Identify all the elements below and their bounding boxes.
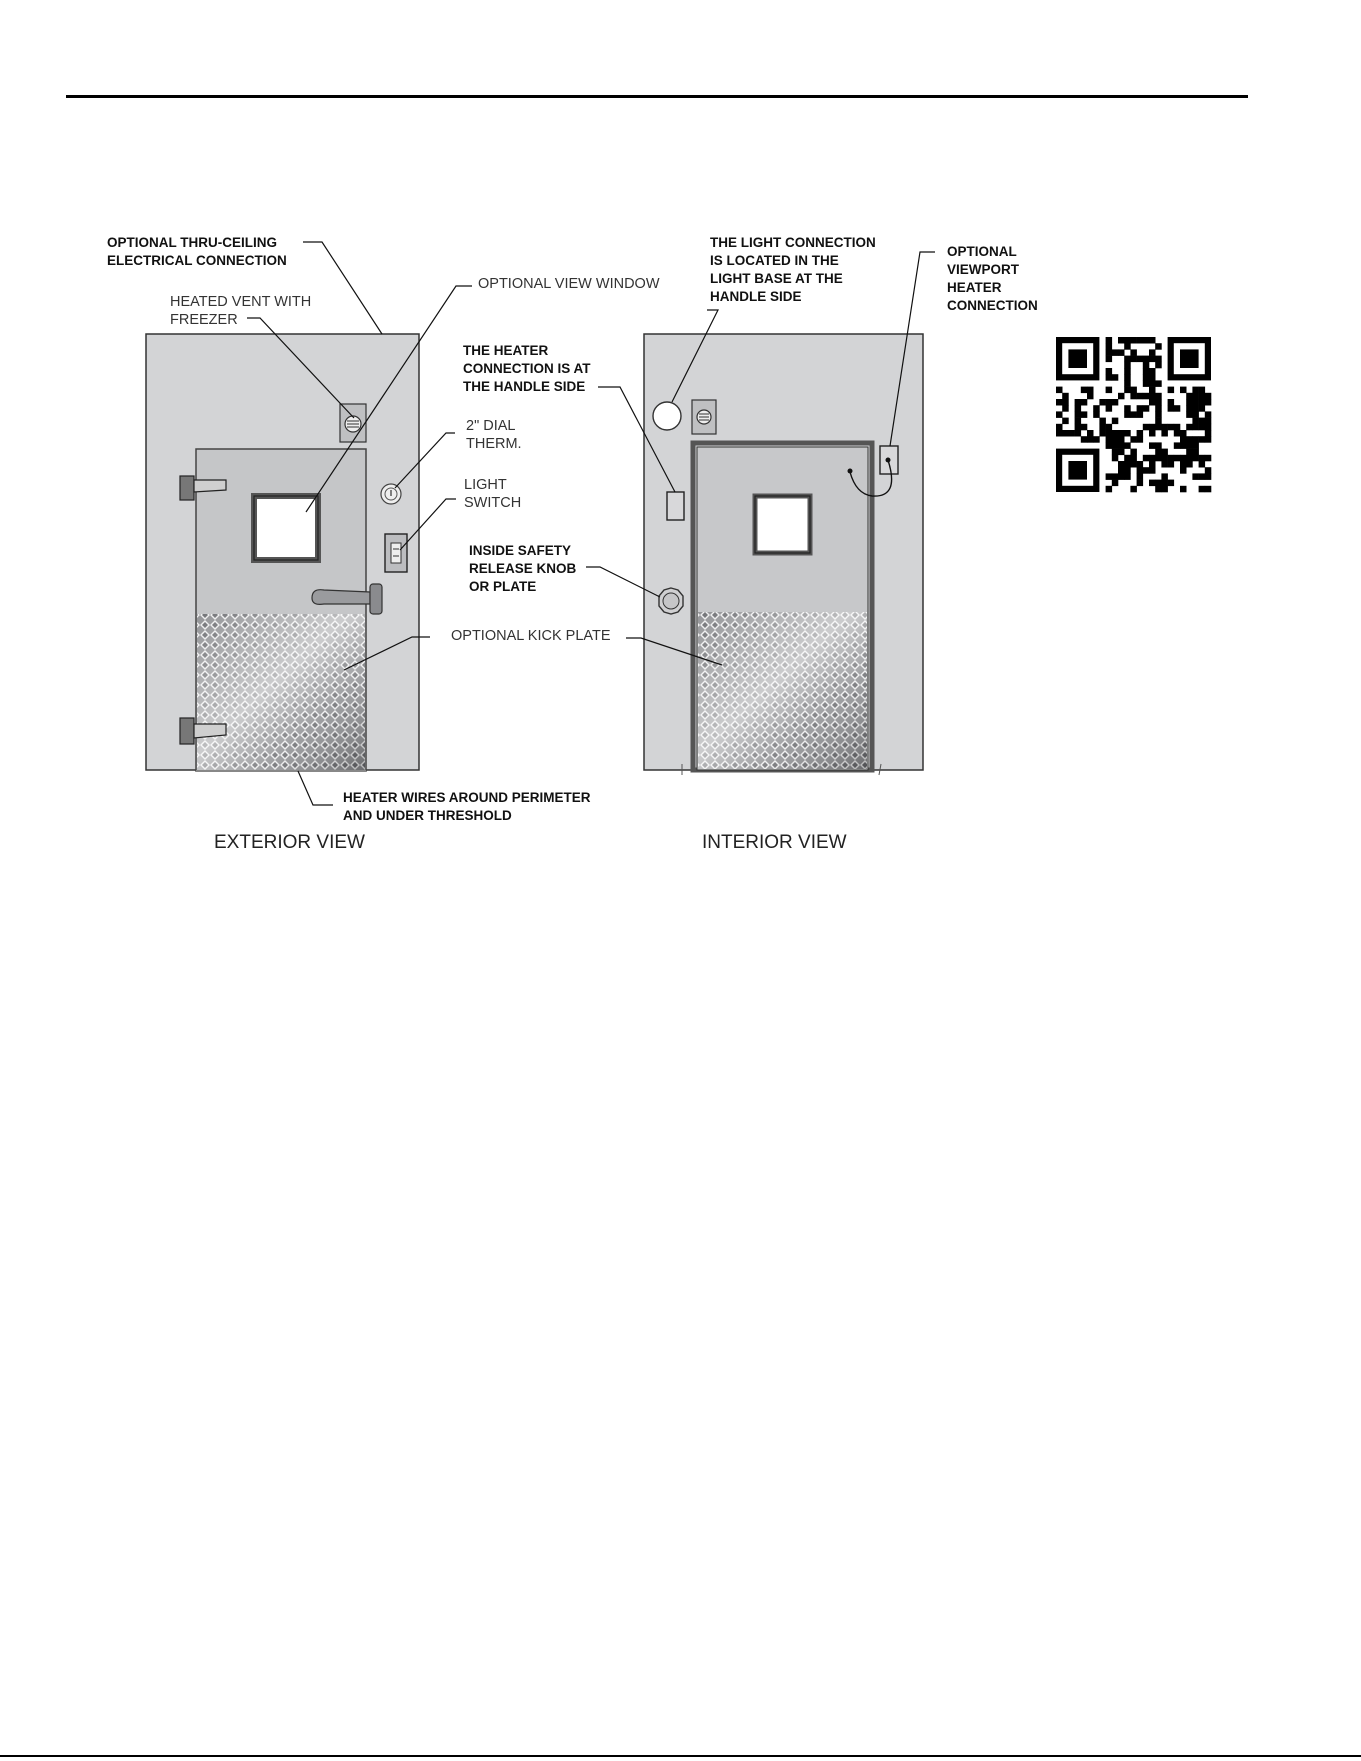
qr-module: [1192, 436, 1199, 443]
qr-module: [1205, 455, 1212, 462]
qr-module: [1124, 473, 1131, 480]
label-line: HEATER: [947, 280, 1002, 295]
qr-module: [1192, 449, 1199, 456]
qr-module: [1124, 362, 1131, 369]
qr-module: [1137, 473, 1144, 480]
qr-module: [1186, 424, 1193, 431]
qr-module: [1099, 399, 1106, 406]
qr-module: [1161, 430, 1168, 437]
qr-module: [1093, 411, 1100, 418]
qr-module: [1130, 387, 1137, 394]
qr-module: [1180, 467, 1187, 474]
qr-module: [1130, 449, 1137, 456]
qr-module: [1118, 461, 1125, 468]
qr-module: [1075, 418, 1082, 425]
label-heater-connection: [463, 342, 591, 396]
qr-module: [1068, 430, 1075, 437]
label-line: OR PLATE: [469, 579, 537, 594]
qr-module: [1099, 430, 1106, 437]
qr-module: [1124, 374, 1131, 381]
qr-module: [1168, 399, 1175, 406]
qr-module: [1192, 411, 1199, 418]
qr-module: [1124, 343, 1131, 350]
qr-module: [1199, 387, 1206, 394]
exterior-view-window: [254, 496, 318, 560]
qr-module: [1168, 455, 1175, 462]
qr-module: [1124, 405, 1131, 412]
label-line: 2" DIAL: [466, 418, 516, 434]
qr-module: [1155, 480, 1162, 487]
qr-module: [1155, 455, 1162, 462]
qr-module: [1143, 424, 1150, 431]
qr-module: [1106, 399, 1113, 406]
qr-module: [1155, 356, 1162, 363]
qr-module: [1174, 424, 1181, 431]
qr-module: [1075, 424, 1082, 431]
qr-module: [1124, 455, 1131, 462]
qr-module: [1112, 473, 1119, 480]
qr-module: [1161, 473, 1168, 480]
qr-module: [1093, 436, 1100, 443]
qr-module: [1149, 380, 1156, 387]
qr-module: [1186, 399, 1193, 406]
qr-module: [1081, 411, 1088, 418]
qr-module: [1186, 411, 1193, 418]
label-viewport-heater: [947, 243, 1038, 315]
qr-module: [1130, 411, 1137, 418]
qr-module: [1205, 424, 1212, 431]
qr-module: [1087, 436, 1094, 443]
qr-module: [1137, 467, 1144, 474]
label-line: THE HEATER: [463, 343, 549, 358]
label-line: OPTIONAL: [947, 244, 1017, 259]
qr-module: [1130, 455, 1137, 462]
qr-module: [1118, 436, 1125, 443]
qr-module: [1192, 387, 1199, 394]
qr-module: [1106, 430, 1113, 437]
qr-module: [1118, 449, 1125, 456]
qr-module: [1161, 480, 1168, 487]
qr-module: [1106, 436, 1113, 443]
qr-module: [1106, 473, 1113, 480]
label-line: CONNECTION IS AT: [463, 361, 591, 376]
qr-module: [1124, 337, 1131, 344]
qr-module: [1199, 399, 1206, 406]
qr-module: [1155, 418, 1162, 425]
qr-module: [1205, 430, 1212, 437]
qr-module: [1112, 349, 1119, 356]
qr-module: [1112, 418, 1119, 425]
qr-module: [1124, 387, 1131, 394]
qr-module: [1068, 461, 1087, 480]
qr-module: [1130, 486, 1137, 493]
qr-module: [1155, 405, 1162, 412]
qr-module: [1149, 374, 1156, 381]
heater-connection-box: [667, 492, 684, 520]
qr-module: [1155, 399, 1162, 406]
qr-module: [1199, 405, 1206, 412]
qr-module: [1112, 449, 1119, 456]
qr-module: [1199, 436, 1206, 443]
label-line: ELECTRICAL CONNECTION: [107, 253, 287, 268]
qr-module: [1130, 356, 1137, 363]
qr-module: [1124, 442, 1131, 449]
qr-module: [1106, 337, 1113, 344]
qr-module: [1112, 399, 1119, 406]
qr-module: [1155, 411, 1162, 418]
qr-module: [1155, 486, 1162, 493]
qr-module: [1124, 461, 1131, 468]
qr-module: [1192, 424, 1199, 431]
qr-module: [1130, 393, 1137, 400]
qr-module: [1106, 343, 1113, 350]
qr-module: [1056, 430, 1063, 437]
qr-module: [1174, 405, 1181, 412]
qr-module: [1161, 455, 1168, 462]
qr-module: [1180, 455, 1187, 462]
label-line: OPTIONAL VIEW WINDOW: [478, 276, 660, 292]
qr-module: [1106, 349, 1113, 356]
qr-module: [1199, 393, 1206, 400]
qr-module: [1087, 430, 1094, 437]
qr-module: [1137, 461, 1144, 468]
qr-module: [1143, 380, 1150, 387]
qr-module: [1149, 424, 1156, 431]
qr-module: [1130, 349, 1137, 356]
qr-module: [1155, 424, 1162, 431]
qr-module: [1124, 467, 1131, 474]
qr-module: [1155, 393, 1162, 400]
qr-module: [1192, 455, 1199, 462]
qr-module: [1149, 430, 1156, 437]
qr-module: [1099, 424, 1106, 431]
bottom-rule: [0, 1755, 1361, 1757]
qr-module: [1099, 418, 1106, 425]
qr-module: [1180, 349, 1199, 368]
qr-module: [1143, 337, 1150, 344]
qr-module: [1106, 486, 1113, 493]
label-line: LIGHT: [464, 477, 507, 493]
qr-module: [1112, 430, 1119, 437]
qr-module: [1180, 430, 1187, 437]
qr-module: [1205, 436, 1212, 443]
qr-module: [1180, 436, 1187, 443]
label-line: HANDLE SIDE: [710, 289, 802, 304]
qr-module: [1168, 387, 1175, 394]
qr-module: [1075, 411, 1082, 418]
qr-module: [1192, 393, 1199, 400]
qr-module: [1062, 393, 1069, 400]
label-line: IS LOCATED IN THE: [710, 253, 839, 268]
qr-module: [1137, 436, 1144, 443]
qr-module: [1124, 430, 1131, 437]
qr-module: [1087, 393, 1094, 400]
qr-module: [1081, 424, 1088, 431]
label-line: LIGHT BASE AT THE: [710, 271, 843, 286]
heated-vent-icon: [340, 404, 366, 442]
qr-module: [1143, 356, 1150, 363]
qr-module: [1143, 467, 1150, 474]
qr-module: [1106, 405, 1113, 412]
qr-module: [1186, 449, 1193, 456]
qr-module: [1168, 424, 1175, 431]
qr-module: [1186, 442, 1193, 449]
label-safety-release: [469, 542, 576, 596]
qr-module: [1168, 405, 1175, 412]
label-line: HEATER WIRES AROUND PERIMETER: [343, 790, 591, 805]
label-light-switch: [464, 476, 521, 512]
qr-module: [1149, 393, 1156, 400]
qr-module: [1192, 399, 1199, 406]
qr-module: [1180, 387, 1187, 394]
qr-module: [1124, 380, 1131, 387]
qr-module: [1087, 387, 1094, 394]
qr-module: [1205, 393, 1212, 400]
qr-module: [1199, 455, 1206, 462]
light-base-icon: [653, 402, 681, 430]
qr-module: [1075, 399, 1082, 406]
label-line: OPTIONAL KICK PLATE: [451, 628, 611, 644]
exterior-view-title: EXTERIOR VIEW: [214, 832, 365, 853]
qr-module: [1180, 486, 1187, 493]
label-kick-plate: [451, 627, 611, 645]
qr-module: [1186, 455, 1193, 462]
qr-module: [1143, 362, 1150, 369]
qr-module: [1124, 368, 1131, 375]
qr-module: [1137, 411, 1144, 418]
qr-module: [1056, 387, 1063, 394]
qr-module: [1199, 473, 1206, 480]
qr-module: [1068, 349, 1087, 368]
label-thru-ceiling: [107, 234, 287, 270]
label-line: INSIDE SAFETY: [469, 543, 572, 558]
qr-module: [1205, 473, 1212, 480]
qr-module: [1124, 356, 1131, 363]
interior-view-title: INTERIOR VIEW: [702, 832, 847, 853]
qr-module: [1112, 480, 1119, 487]
qr-module: [1106, 442, 1113, 449]
qr-module: [1186, 436, 1193, 443]
qr-module: [1137, 405, 1144, 412]
qr-module: [1118, 430, 1125, 437]
interior-vent-icon: [692, 400, 716, 434]
qr-module: [1062, 430, 1069, 437]
qr-module: [1161, 449, 1168, 456]
interior-view-window: [755, 496, 810, 553]
label-line: RELEASE KNOB: [469, 561, 577, 576]
qr-module: [1137, 356, 1144, 363]
label-line: VIEWPORT: [947, 262, 1020, 277]
qr-module: [1112, 374, 1119, 381]
qr-module: [1112, 436, 1119, 443]
qr-module: [1180, 461, 1187, 468]
qr-module: [1062, 418, 1069, 425]
qr-module: [1155, 449, 1162, 456]
qr-module: [1180, 442, 1187, 449]
qr-module: [1192, 418, 1199, 425]
label-view-window: [478, 275, 660, 293]
safety-release-knob-icon: [659, 588, 683, 614]
qr-module: [1149, 461, 1156, 468]
qr-module: [1205, 411, 1212, 418]
label-heated-vent: [170, 293, 311, 329]
qr-module: [1056, 411, 1063, 418]
qr-module: [1112, 455, 1119, 462]
qr-module: [1199, 486, 1206, 493]
qr-module: [1118, 337, 1125, 344]
label-line: FREEZER: [170, 312, 238, 328]
qr-module: [1130, 337, 1137, 344]
qr-module: [1174, 442, 1181, 449]
qr-module: [1192, 473, 1199, 480]
qr-module: [1118, 467, 1125, 474]
qr-module: [1143, 393, 1150, 400]
qr-module: [1093, 405, 1100, 412]
qr-module: [1075, 405, 1082, 412]
qr-module: [1106, 424, 1113, 431]
qr-module: [1081, 387, 1088, 394]
qr-module: [1174, 430, 1181, 437]
qr-module: [1199, 424, 1206, 431]
qr-module: [1118, 393, 1125, 400]
qr-module: [1137, 430, 1144, 437]
label-light-connection: [710, 234, 876, 306]
label-dial-therm: [466, 417, 522, 453]
qr-module: [1186, 405, 1193, 412]
qr-module: [1155, 442, 1162, 449]
label-line: HEATED VENT WITH: [170, 294, 312, 310]
qr-module: [1149, 467, 1156, 474]
light-switch-icon: [385, 534, 407, 572]
qr-module: [1149, 480, 1156, 487]
label-line: CONNECTION: [947, 298, 1038, 313]
label-line: THE HANDLE SIDE: [463, 379, 586, 394]
qr-module: [1106, 368, 1113, 375]
qr-module: [1168, 461, 1175, 468]
qr-module: [1149, 387, 1156, 394]
qr-module: [1062, 405, 1069, 412]
qr-module: [1056, 424, 1063, 431]
label-line: AND UNDER THRESHOLD: [343, 808, 512, 823]
qr-module: [1205, 399, 1212, 406]
qr-module: [1199, 461, 1206, 468]
qr-module: [1118, 349, 1125, 356]
qr-module: [1149, 399, 1156, 406]
qr-module: [1130, 461, 1137, 468]
qr-module: [1106, 356, 1113, 363]
qr-module: [1124, 411, 1131, 418]
label-line: SWITCH: [464, 495, 522, 511]
qr-module: [1118, 442, 1125, 449]
qr-module: [1056, 399, 1063, 406]
dial-thermometer-icon: [381, 484, 401, 504]
qr-module: [1199, 418, 1206, 425]
label-heater-wires: [343, 789, 591, 825]
qr-module: [1205, 486, 1212, 493]
qr-module: [1205, 467, 1212, 474]
qr-module: [1155, 343, 1162, 350]
qr-code: [1056, 337, 1211, 492]
qr-module: [1155, 362, 1162, 369]
qr-module: [1205, 418, 1212, 425]
qr-module: [1081, 436, 1088, 443]
qr-module: [1137, 393, 1144, 400]
label-line: THE LIGHT CONNECTION: [710, 235, 876, 250]
qr-module: [1168, 480, 1175, 487]
qr-module: [1075, 430, 1082, 437]
qr-module: [1186, 393, 1193, 400]
qr-module: [1161, 486, 1168, 493]
qr-module: [1062, 399, 1069, 406]
qr-module: [1106, 374, 1113, 381]
qr-module: [1149, 442, 1156, 449]
qr-module: [1155, 380, 1162, 387]
label-line: OPTIONAL THRU-CEILING: [107, 235, 277, 250]
qr-module: [1143, 455, 1150, 462]
qr-module: [1130, 436, 1137, 443]
qr-module: [1112, 442, 1119, 449]
qr-module: [1161, 424, 1168, 431]
qr-module: [1192, 405, 1199, 412]
qr-module: [1186, 461, 1193, 468]
qr-module: [1192, 442, 1199, 449]
qr-module: [1149, 337, 1156, 344]
qr-module: [1143, 368, 1150, 375]
interior-view: [586, 252, 935, 775]
qr-module: [1081, 399, 1088, 406]
qr-module: [1143, 374, 1150, 381]
qr-module: [1174, 455, 1181, 462]
qr-module: [1161, 461, 1168, 468]
qr-module: [1149, 349, 1156, 356]
qr-module: [1137, 337, 1144, 344]
qr-module: [1118, 473, 1125, 480]
label-line: THERM.: [466, 436, 522, 452]
qr-module: [1137, 480, 1144, 487]
qr-module: [1149, 368, 1156, 375]
qr-module: [1106, 387, 1113, 394]
qr-module: [1149, 356, 1156, 363]
qr-module: [1149, 455, 1156, 462]
qr-module: [1143, 405, 1150, 412]
